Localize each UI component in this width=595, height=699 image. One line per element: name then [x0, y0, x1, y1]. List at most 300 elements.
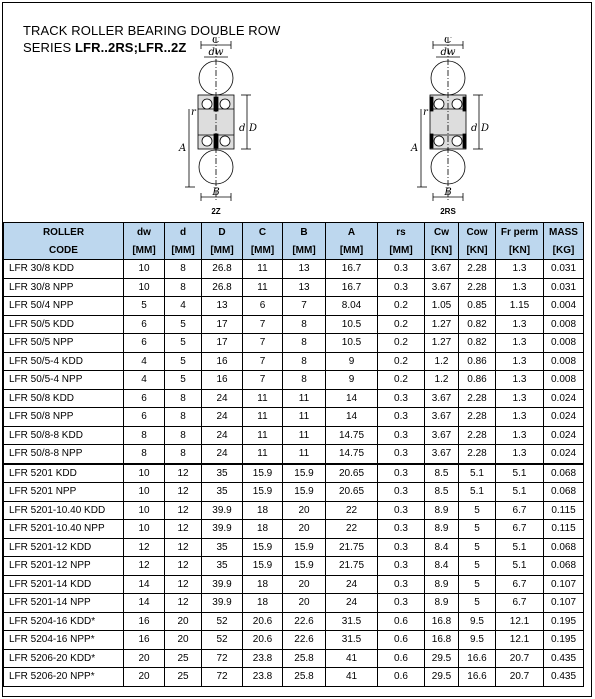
value-cell: 16.7: [326, 278, 378, 297]
value-cell: 0.115: [544, 520, 584, 539]
value-cell: 0.107: [544, 575, 584, 594]
value-cell: 16: [202, 352, 243, 371]
value-cell: 35: [202, 557, 243, 576]
table-row: [4, 352, 584, 371]
roller-code-cell: LFR 50/8-8 NPP: [4, 445, 124, 464]
value-cell: 0.068: [544, 483, 584, 502]
value-cell: 1.3: [496, 408, 544, 427]
value-cell: 8: [165, 278, 202, 297]
value-cell: 9.5: [459, 631, 496, 650]
column-unit: [MM]: [243, 241, 283, 260]
column-header: ROLLER: [4, 223, 124, 242]
column-unit: [MM]: [202, 241, 243, 260]
value-cell: 11: [283, 445, 326, 464]
value-cell: 12: [165, 557, 202, 576]
dim-label-D: D: [481, 123, 490, 134]
value-cell: 3.67: [425, 426, 459, 445]
value-cell: 0.3: [378, 408, 425, 427]
value-cell: 8: [165, 426, 202, 445]
value-cell: 14.75: [326, 445, 378, 464]
value-cell: 0.3: [378, 501, 425, 520]
table-row: [4, 483, 584, 502]
column-unit: [KN]: [459, 241, 496, 260]
value-cell: 8: [124, 426, 165, 445]
value-cell: 5.1: [496, 464, 544, 483]
roller-code-cell: LFR 5201 KDD: [4, 464, 124, 483]
value-cell: 15.9: [243, 557, 283, 576]
value-cell: 0.3: [378, 278, 425, 297]
value-cell: 0.85: [459, 297, 496, 316]
value-cell: 11: [243, 408, 283, 427]
value-cell: 18: [243, 575, 283, 594]
diagram-caption-2z: 2Z: [211, 207, 221, 216]
value-cell: 25.8: [283, 668, 326, 687]
value-cell: 1.3: [496, 389, 544, 408]
column-unit: [MM]: [283, 241, 326, 260]
value-cell: 24: [202, 445, 243, 464]
value-cell: 8.9: [425, 575, 459, 594]
roller-code-cell: LFR 5201-10.40 KDD: [4, 501, 124, 520]
value-cell: 6: [124, 334, 165, 353]
value-cell: 0.3: [378, 483, 425, 502]
value-cell: 23.8: [243, 649, 283, 668]
value-cell: 4: [124, 352, 165, 371]
value-cell: 5.1: [496, 538, 544, 557]
value-cell: 13: [283, 260, 326, 279]
bearing-drawing-2z: [171, 37, 261, 217]
value-cell: 21.75: [326, 538, 378, 557]
value-cell: 15.9: [243, 464, 283, 483]
value-cell: 1.3: [496, 371, 544, 390]
value-cell: 8.4: [425, 557, 459, 576]
value-cell: 24: [326, 575, 378, 594]
value-cell: 5: [165, 315, 202, 334]
value-cell: 0.3: [378, 426, 425, 445]
roller-code-cell: LFR 5201-12 NPP: [4, 557, 124, 576]
value-cell: 14: [124, 594, 165, 613]
roller-code-cell: LFR 50/5 KDD: [4, 315, 124, 334]
value-cell: 20: [283, 520, 326, 539]
value-cell: 1.3: [496, 260, 544, 279]
value-cell: 0.2: [378, 334, 425, 353]
value-cell: 11: [283, 408, 326, 427]
value-cell: 0.3: [378, 520, 425, 539]
table-row: [4, 594, 584, 613]
value-cell: 2.28: [459, 408, 496, 427]
column-header: d: [165, 223, 202, 242]
value-cell: 7: [243, 371, 283, 390]
value-cell: 8: [165, 445, 202, 464]
value-cell: 0.008: [544, 371, 584, 390]
value-cell: 20: [124, 649, 165, 668]
roller-code-cell: LFR 5206-20 KDD*: [4, 649, 124, 668]
value-cell: 6.7: [496, 594, 544, 613]
value-cell: 15.9: [243, 483, 283, 502]
roller-code-cell: LFR 30/8 KDD: [4, 260, 124, 279]
value-cell: 52: [202, 612, 243, 631]
table-row: [4, 278, 584, 297]
value-cell: 3.67: [425, 260, 459, 279]
value-cell: 11: [243, 260, 283, 279]
value-cell: 0.3: [378, 445, 425, 464]
value-cell: 24: [202, 389, 243, 408]
value-cell: 3.67: [425, 389, 459, 408]
value-cell: 0.004: [544, 297, 584, 316]
value-cell: 8.9: [425, 594, 459, 613]
value-cell: 4: [124, 371, 165, 390]
table-header: [4, 223, 584, 260]
value-cell: 41: [326, 668, 378, 687]
value-cell: 13: [202, 297, 243, 316]
value-cell: 1.3: [496, 426, 544, 445]
value-cell: 12: [124, 557, 165, 576]
value-cell: 1.3: [496, 334, 544, 353]
dim-label-d: d: [239, 123, 246, 134]
value-cell: 3.67: [425, 445, 459, 464]
column-unit: [MM]: [378, 241, 425, 260]
value-cell: 2.28: [459, 278, 496, 297]
value-cell: 12: [165, 575, 202, 594]
value-cell: 13: [283, 278, 326, 297]
header-row-units: [4, 241, 584, 260]
value-cell: 22: [326, 501, 378, 520]
value-cell: 10: [124, 260, 165, 279]
table-row: [4, 612, 584, 631]
table-row: [4, 260, 584, 279]
value-cell: 22.6: [283, 631, 326, 650]
value-cell: 0.195: [544, 612, 584, 631]
value-cell: 6.7: [496, 575, 544, 594]
bearing-drawing-2rs: [403, 37, 493, 217]
roller-code-cell: LFR 5204-16 KDD*: [4, 612, 124, 631]
value-cell: 0.031: [544, 260, 584, 279]
datasheet: [2, 2, 592, 697]
value-cell: 8: [165, 408, 202, 427]
value-cell: 0.031: [544, 278, 584, 297]
value-cell: 0.024: [544, 389, 584, 408]
dim-label-D: D: [249, 123, 258, 134]
value-cell: 10: [124, 278, 165, 297]
title-line-1: TRACK ROLLER BEARING DOUBLE ROW: [23, 23, 281, 38]
bearing-diagram-2rs: [403, 37, 493, 217]
value-cell: 8.4: [425, 538, 459, 557]
value-cell: 0.024: [544, 408, 584, 427]
value-cell: 8: [124, 445, 165, 464]
roller-code-cell: LFR 5201-14 KDD: [4, 575, 124, 594]
value-cell: 0.6: [378, 612, 425, 631]
value-cell: 12.1: [496, 612, 544, 631]
value-cell: 0.195: [544, 631, 584, 650]
roller-code-cell: LFR 5201-14 NPP: [4, 594, 124, 613]
value-cell: 22.6: [283, 612, 326, 631]
value-cell: 8: [283, 371, 326, 390]
column-header: dw: [124, 223, 165, 242]
value-cell: 8.9: [425, 520, 459, 539]
value-cell: 20.7: [496, 649, 544, 668]
value-cell: 20.6: [243, 612, 283, 631]
value-cell: 17: [202, 315, 243, 334]
value-cell: 31.5: [326, 631, 378, 650]
value-cell: 1.3: [496, 315, 544, 334]
value-cell: 20: [283, 575, 326, 594]
value-cell: 35: [202, 538, 243, 557]
value-cell: 10: [124, 520, 165, 539]
value-cell: 8: [283, 352, 326, 371]
table-row: [4, 315, 584, 334]
table-row: [4, 668, 584, 687]
value-cell: 0.024: [544, 445, 584, 464]
value-cell: 18: [243, 501, 283, 520]
value-cell: 0.008: [544, 352, 584, 371]
value-cell: 0.3: [378, 538, 425, 557]
roller-code-cell: LFR 5201 NPP: [4, 483, 124, 502]
value-cell: 1.3: [496, 445, 544, 464]
column-unit: CODE: [4, 241, 124, 260]
value-cell: 8: [165, 389, 202, 408]
value-cell: 5: [124, 297, 165, 316]
header-row-top: [4, 223, 584, 242]
value-cell: 0.82: [459, 334, 496, 353]
value-cell: 0.2: [378, 352, 425, 371]
roller-code-cell: LFR 50/8-8 KDD: [4, 426, 124, 445]
value-cell: 39.9: [202, 520, 243, 539]
value-cell: 12: [165, 501, 202, 520]
table-row: [4, 557, 584, 576]
column-unit: [MM]: [326, 241, 378, 260]
value-cell: 0.6: [378, 631, 425, 650]
value-cell: 5: [459, 557, 496, 576]
value-cell: 5: [165, 371, 202, 390]
dim-label-C: C: [444, 37, 452, 46]
value-cell: 20.65: [326, 483, 378, 502]
value-cell: 6.7: [496, 520, 544, 539]
value-cell: 0.068: [544, 538, 584, 557]
dim-label-r: r: [423, 107, 428, 118]
value-cell: 11: [283, 389, 326, 408]
value-cell: 16: [202, 371, 243, 390]
value-cell: 8.04: [326, 297, 378, 316]
value-cell: 20: [283, 501, 326, 520]
value-cell: 29.5: [425, 649, 459, 668]
value-cell: 0.3: [378, 260, 425, 279]
dim-label-B: B: [444, 187, 452, 198]
value-cell: 6: [124, 408, 165, 427]
roller-code-cell: LFR 30/8 NPP: [4, 278, 124, 297]
value-cell: 12: [165, 520, 202, 539]
value-cell: 20: [165, 612, 202, 631]
value-cell: 5: [459, 575, 496, 594]
value-cell: 39.9: [202, 501, 243, 520]
value-cell: 22: [326, 520, 378, 539]
table-row: [4, 297, 584, 316]
column-unit: [KG]: [544, 241, 584, 260]
value-cell: 8: [283, 315, 326, 334]
value-cell: 5: [459, 594, 496, 613]
value-cell: 9: [326, 352, 378, 371]
value-cell: 0.86: [459, 352, 496, 371]
value-cell: 41: [326, 649, 378, 668]
dim-label-A: A: [411, 143, 419, 154]
table-body: [4, 260, 584, 687]
value-cell: 12: [124, 538, 165, 557]
value-cell: 25: [165, 649, 202, 668]
value-cell: 1.2: [425, 352, 459, 371]
value-cell: 0.008: [544, 334, 584, 353]
table-row: [4, 649, 584, 668]
value-cell: 26.8: [202, 260, 243, 279]
value-cell: 11: [243, 278, 283, 297]
value-cell: 23.8: [243, 668, 283, 687]
value-cell: 0.107: [544, 594, 584, 613]
value-cell: 0.068: [544, 464, 584, 483]
value-cell: 35: [202, 464, 243, 483]
value-cell: 10: [124, 501, 165, 520]
value-cell: 7: [243, 334, 283, 353]
value-cell: 16: [124, 612, 165, 631]
dim-label-dw: dw: [208, 47, 224, 58]
value-cell: 3.67: [425, 408, 459, 427]
table-row: [4, 334, 584, 353]
roller-code-cell: LFR 5201-10.40 NPP: [4, 520, 124, 539]
value-cell: 24: [202, 426, 243, 445]
value-cell: 15.9: [243, 538, 283, 557]
value-cell: 6: [124, 315, 165, 334]
value-cell: 25.8: [283, 649, 326, 668]
value-cell: 14.75: [326, 426, 378, 445]
bearing-diagram-2z: [171, 37, 261, 217]
value-cell: 0.435: [544, 649, 584, 668]
value-cell: 5: [459, 538, 496, 557]
roller-code-cell: LFR 50/5-4 NPP: [4, 371, 124, 390]
value-cell: 14: [124, 575, 165, 594]
value-cell: 72: [202, 649, 243, 668]
roller-code-cell: LFR 50/5 NPP: [4, 334, 124, 353]
value-cell: 15.9: [283, 538, 326, 557]
value-cell: 10: [124, 464, 165, 483]
value-cell: 8: [165, 260, 202, 279]
value-cell: 14: [326, 408, 378, 427]
value-cell: 5: [165, 334, 202, 353]
column-unit: [KN]: [496, 241, 544, 260]
value-cell: 0.024: [544, 426, 584, 445]
roller-code-cell: LFR 5201-12 KDD: [4, 538, 124, 557]
value-cell: 1.05: [425, 297, 459, 316]
value-cell: 8.9: [425, 501, 459, 520]
value-cell: 8.5: [425, 483, 459, 502]
table-row: [4, 631, 584, 650]
specs-table: [3, 222, 584, 687]
value-cell: 21.75: [326, 557, 378, 576]
value-cell: 6.7: [496, 501, 544, 520]
value-cell: 7: [283, 297, 326, 316]
value-cell: 11: [283, 426, 326, 445]
value-cell: 12: [165, 538, 202, 557]
value-cell: 0.3: [378, 557, 425, 576]
table-row: [4, 464, 584, 483]
value-cell: 39.9: [202, 575, 243, 594]
value-cell: 5.1: [496, 483, 544, 502]
value-cell: 20: [124, 668, 165, 687]
roller-code-cell: LFR 50/8 KDD: [4, 389, 124, 408]
value-cell: 1.3: [496, 352, 544, 371]
value-cell: 29.5: [425, 668, 459, 687]
value-cell: 0.86: [459, 371, 496, 390]
column-header: C: [243, 223, 283, 242]
value-cell: 12: [165, 483, 202, 502]
value-cell: 18: [243, 520, 283, 539]
column-header: Fr perm: [496, 223, 544, 242]
table-row: [4, 538, 584, 557]
column-unit: [MM]: [165, 241, 202, 260]
value-cell: 7: [243, 352, 283, 371]
value-cell: 0.2: [378, 315, 425, 334]
value-cell: 6: [243, 297, 283, 316]
value-cell: 24: [202, 408, 243, 427]
roller-code-cell: LFR 5206-20 NPP*: [4, 668, 124, 687]
column-header: MASS: [544, 223, 584, 242]
table-row: [4, 445, 584, 464]
value-cell: 16.6: [459, 668, 496, 687]
value-cell: 18: [243, 594, 283, 613]
table-row: [4, 520, 584, 539]
dim-label-r: r: [191, 107, 196, 118]
value-cell: 0.2: [378, 371, 425, 390]
value-cell: 11: [243, 445, 283, 464]
value-cell: 15.9: [283, 483, 326, 502]
value-cell: 1.3: [496, 278, 544, 297]
value-cell: 5: [459, 501, 496, 520]
dim-label-d: d: [471, 123, 478, 134]
value-cell: 0.6: [378, 668, 425, 687]
value-cell: 10.5: [326, 315, 378, 334]
value-cell: 1.2: [425, 371, 459, 390]
value-cell: 15.9: [283, 557, 326, 576]
value-cell: 0.115: [544, 501, 584, 520]
value-cell: 5: [459, 520, 496, 539]
column-header: A: [326, 223, 378, 242]
value-cell: 2.28: [459, 426, 496, 445]
value-cell: 0.2: [378, 297, 425, 316]
value-cell: 20: [165, 631, 202, 650]
value-cell: 20.6: [243, 631, 283, 650]
table-row: [4, 371, 584, 390]
value-cell: 20.65: [326, 464, 378, 483]
value-cell: 5.1: [459, 483, 496, 502]
title-series-code: LFR..2RS;LFR..2Z: [75, 40, 187, 55]
value-cell: 1.27: [425, 334, 459, 353]
table-row: [4, 389, 584, 408]
column-header: rs: [378, 223, 425, 242]
value-cell: 2.28: [459, 445, 496, 464]
dim-label-dw: dw: [440, 47, 456, 58]
header-section: [3, 3, 591, 221]
value-cell: 12: [165, 464, 202, 483]
value-cell: 9: [326, 371, 378, 390]
table-row: [4, 575, 584, 594]
column-header: Cow: [459, 223, 496, 242]
value-cell: 0.068: [544, 557, 584, 576]
value-cell: 12.1: [496, 631, 544, 650]
dim-label-A: A: [179, 143, 187, 154]
value-cell: 1.27: [425, 315, 459, 334]
value-cell: 72: [202, 668, 243, 687]
value-cell: 0.3: [378, 594, 425, 613]
value-cell: 31.5: [326, 612, 378, 631]
value-cell: 8: [283, 334, 326, 353]
roller-code-cell: LFR 5204-16 NPP*: [4, 631, 124, 650]
value-cell: 6: [124, 389, 165, 408]
table-row: [4, 501, 584, 520]
